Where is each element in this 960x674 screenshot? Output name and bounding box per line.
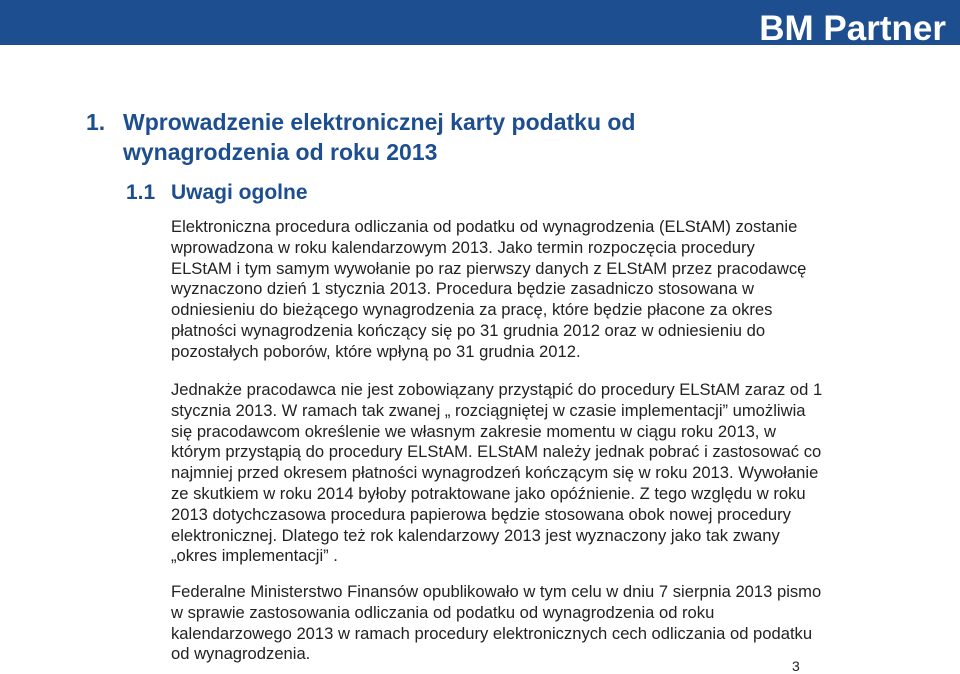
paragraph-line: kalendarzowego 2013 w ramach procedury elektronicznych cech odliczania od podatku xyxy=(171,623,813,643)
paragraph-line: płatności wynagrodzenia kończący się po 31 grudnia 2012 oraz w odniesieniu do xyxy=(171,320,766,340)
paragraph-line: w sprawie zastosowania odliczania od podatku od wynagrodzenia od roku xyxy=(171,602,715,622)
paragraph-line: Jednakże pracodawca nie jest zobowiązany przystąpić do procedury ELStAM zaraz od 1 xyxy=(171,380,823,399)
paragraph-3 xyxy=(171,582,903,665)
section-heading-line-1 xyxy=(86,107,766,137)
section-number: 1. xyxy=(86,109,106,135)
paragraph-line: pozostałych poborów, które wpłyną po 31 grudnia 2012. xyxy=(171,341,581,361)
paragraph-line: elektronicznej. Dlatego też rok kalendarzowy 2013 jest wyznaczony jako tak zwany xyxy=(171,525,780,545)
paragraph-line: 2013 dotychczasowa procedura papierowa będzie stosowana obok nowej procedury xyxy=(171,504,791,524)
paragraph-line: ELStAM i tym samym wywołanie po raz pierwszy danych z ELStAM przez pracodawcę xyxy=(171,258,807,278)
page-number: 3 xyxy=(792,658,800,674)
paragraph-line: stycznia 2013. W ramach tak zwanej „ rozciągniętej w czasie implementacji” umożliwia xyxy=(171,400,806,420)
subsection-heading xyxy=(126,180,308,206)
paragraph-line: którym przystąpią do procedury ELStAM. ELStAM należy jednak pobrać i zastosować co xyxy=(171,442,822,462)
paragraph-line: odniesieniu do bieżącego wynagrodzenia za pracę, które będzie płacone za okres xyxy=(171,300,773,320)
paragraph-line: wyznaczono dzień 1 stycznia 2013. Procedura będzie zasadniczo stosowana w xyxy=(171,279,754,299)
paragraph-line: wprowadzona w roku kalendarzowym 2013. Jako termin rozpoczęcia procedury xyxy=(171,237,755,257)
section-heading-line-2 xyxy=(86,137,766,167)
paragraph-line: „okres implementacji” . xyxy=(171,546,338,566)
paragraph-line: ze skutkiem w roku 2014 byłoby potraktowane jako opóźnienie. Z tego względu w roku xyxy=(171,483,806,503)
paragraph-2 xyxy=(171,380,903,567)
paragraph-line: od wynagrodzenia. xyxy=(171,644,311,664)
header-bar xyxy=(0,0,960,45)
paragraph-line: Elektroniczna procedura odliczania od podatku od wynagrodzenia (ELStAM) zostanie xyxy=(171,217,798,236)
section-title-part-1: Wprowadzenie elektronicznej karty podatku od xyxy=(123,109,636,135)
paragraph-1 xyxy=(171,217,903,363)
subsection-number: 1.1 xyxy=(126,181,156,204)
section-heading xyxy=(86,107,766,167)
paragraph-line: najmniej przed okresem płatności wynagrodzeń kończącym się w roku 2013. Wywołanie xyxy=(171,463,819,483)
paragraph-line: się pracodawcom określenie we własnym zakresie momentu w ciągu roku 2013, w xyxy=(171,421,777,441)
section-title-part-2: wynagrodzenia od roku 2013 xyxy=(123,139,438,165)
brand-logo-text: BM Partner xyxy=(759,9,946,45)
subsection-title: Uwagi ogolne xyxy=(171,181,308,204)
paragraph-line: Federalne Ministerstwo Finansów opublikowało w tym celu w dniu 7 sierpnia 2013 pismo xyxy=(171,582,822,601)
